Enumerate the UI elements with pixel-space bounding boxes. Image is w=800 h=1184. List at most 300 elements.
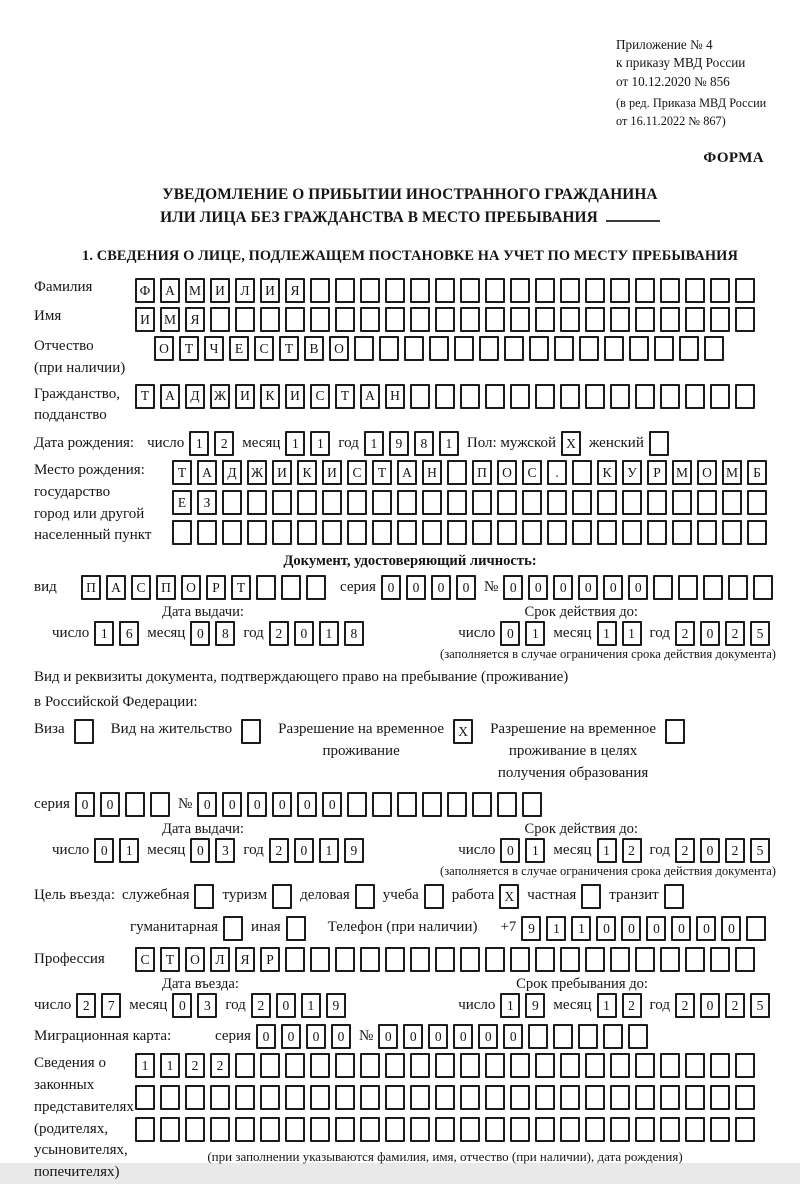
char-box[interactable]: 0 — [94, 838, 114, 863]
char-box[interactable]: П — [156, 575, 176, 600]
char-box[interactable]: 9 — [521, 916, 541, 941]
char-box[interactable]: Д — [222, 460, 242, 485]
char-box[interactable] — [297, 490, 317, 515]
char-box[interactable] — [347, 520, 367, 545]
char-box[interactable] — [585, 947, 605, 972]
char-box[interactable] — [260, 1053, 280, 1078]
char-box[interactable]: 2 — [185, 1053, 205, 1078]
char-box[interactable] — [410, 1053, 430, 1078]
char-box[interactable]: 2 — [76, 993, 96, 1018]
char-box[interactable] — [603, 1024, 623, 1049]
char-box[interactable] — [397, 792, 417, 817]
char-box[interactable] — [485, 1053, 505, 1078]
char-box[interactable]: М — [160, 307, 180, 332]
char-box[interactable] — [735, 1085, 755, 1110]
char-box[interactable] — [529, 336, 549, 361]
char-box[interactable] — [535, 307, 555, 332]
char-box[interactable] — [560, 1053, 580, 1078]
char-box[interactable]: 0 — [281, 1024, 301, 1049]
char-box[interactable]: 0 — [721, 916, 741, 941]
char-box[interactable] — [74, 719, 94, 744]
char-box[interactable] — [522, 792, 542, 817]
char-box[interactable]: 0 — [453, 1024, 473, 1049]
char-box[interactable]: О — [185, 947, 205, 972]
char-box[interactable]: 2 — [725, 838, 745, 863]
char-box[interactable] — [585, 384, 605, 409]
char-box[interactable] — [235, 1053, 255, 1078]
char-box[interactable] — [460, 1085, 480, 1110]
char-box[interactable] — [547, 490, 567, 515]
char-box[interactable] — [660, 384, 680, 409]
char-box[interactable] — [735, 278, 755, 303]
char-box[interactable]: К — [260, 384, 280, 409]
char-box[interactable]: 0 — [297, 792, 317, 817]
char-box[interactable]: С — [254, 336, 274, 361]
char-box[interactable] — [422, 520, 442, 545]
char-box[interactable]: 3 — [197, 993, 217, 1018]
char-box[interactable]: 1 — [622, 621, 642, 646]
char-box[interactable]: 1 — [439, 431, 459, 456]
char-box[interactable] — [554, 336, 574, 361]
char-box[interactable] — [535, 1053, 555, 1078]
char-box[interactable] — [385, 1117, 405, 1142]
char-box[interactable] — [679, 336, 699, 361]
char-box[interactable] — [172, 520, 192, 545]
char-box[interactable] — [665, 719, 685, 744]
char-box[interactable] — [585, 307, 605, 332]
char-box[interactable] — [354, 336, 374, 361]
char-box[interactable]: 0 — [197, 792, 217, 817]
char-box[interactable] — [485, 1085, 505, 1110]
char-box[interactable]: Р — [260, 947, 280, 972]
char-box[interactable] — [297, 520, 317, 545]
char-box[interactable] — [160, 1117, 180, 1142]
char-box[interactable]: С — [522, 460, 542, 485]
char-box[interactable] — [560, 947, 580, 972]
char-box[interactable] — [223, 916, 243, 941]
char-box[interactable] — [422, 792, 442, 817]
char-box[interactable] — [635, 947, 655, 972]
char-box[interactable] — [535, 1117, 555, 1142]
char-box[interactable]: М — [672, 460, 692, 485]
char-box[interactable] — [222, 490, 242, 515]
char-box[interactable] — [472, 792, 492, 817]
char-box[interactable]: Л — [210, 947, 230, 972]
char-box[interactable] — [685, 384, 705, 409]
char-box[interactable] — [397, 490, 417, 515]
char-box[interactable]: 0 — [553, 575, 573, 600]
char-box[interactable]: 1 — [546, 916, 566, 941]
char-box[interactable] — [355, 884, 375, 909]
char-box[interactable] — [685, 1085, 705, 1110]
char-box[interactable]: Т — [172, 460, 192, 485]
char-box[interactable]: 1 — [189, 431, 209, 456]
char-box[interactable]: 2 — [251, 993, 271, 1018]
char-box[interactable] — [685, 278, 705, 303]
char-box[interactable] — [722, 490, 742, 515]
char-box[interactable]: 2 — [622, 993, 642, 1018]
char-box[interactable] — [460, 1053, 480, 1078]
char-box[interactable] — [535, 947, 555, 972]
char-box[interactable]: К — [297, 460, 317, 485]
char-box[interactable]: 2 — [622, 838, 642, 863]
char-box[interactable] — [579, 336, 599, 361]
char-box[interactable]: О — [697, 460, 717, 485]
char-box[interactable] — [435, 384, 455, 409]
char-box[interactable]: И — [285, 384, 305, 409]
char-box[interactable]: 0 — [247, 792, 267, 817]
char-box[interactable] — [335, 1085, 355, 1110]
char-box[interactable]: 2 — [725, 621, 745, 646]
char-box[interactable] — [635, 278, 655, 303]
char-box[interactable] — [510, 947, 530, 972]
char-box[interactable] — [510, 278, 530, 303]
char-box[interactable]: 0 — [578, 575, 598, 600]
char-box[interactable]: 0 — [100, 792, 120, 817]
char-box[interactable] — [747, 520, 767, 545]
char-box[interactable] — [710, 1117, 730, 1142]
char-box[interactable] — [385, 307, 405, 332]
char-box[interactable]: 0 — [331, 1024, 351, 1049]
char-box[interactable]: Т — [231, 575, 251, 600]
char-box[interactable]: 3 — [215, 838, 235, 863]
char-box[interactable] — [560, 384, 580, 409]
char-box[interactable] — [385, 1085, 405, 1110]
char-box[interactable]: М — [185, 278, 205, 303]
char-box[interactable]: 1 — [119, 838, 139, 863]
char-box[interactable]: 0 — [428, 1024, 448, 1049]
char-box[interactable] — [360, 947, 380, 972]
char-box[interactable]: 9 — [389, 431, 409, 456]
char-box[interactable] — [460, 278, 480, 303]
char-box[interactable] — [310, 1053, 330, 1078]
char-box[interactable] — [485, 278, 505, 303]
char-box[interactable] — [460, 947, 480, 972]
char-box[interactable] — [360, 1117, 380, 1142]
char-box[interactable] — [285, 1053, 305, 1078]
char-box[interactable] — [560, 278, 580, 303]
char-box[interactable] — [410, 1117, 430, 1142]
char-box[interactable] — [528, 1024, 548, 1049]
char-box[interactable]: 0 — [500, 621, 520, 646]
char-box[interactable] — [664, 884, 684, 909]
char-box[interactable] — [272, 520, 292, 545]
char-box[interactable] — [722, 520, 742, 545]
char-box[interactable]: 1 — [285, 431, 305, 456]
char-box[interactable] — [629, 336, 649, 361]
char-box[interactable]: Л — [235, 278, 255, 303]
char-box[interactable]: 8 — [414, 431, 434, 456]
char-box[interactable] — [435, 307, 455, 332]
char-box[interactable] — [360, 307, 380, 332]
char-box[interactable] — [210, 1117, 230, 1142]
char-box[interactable]: И — [210, 278, 230, 303]
char-box[interactable] — [347, 490, 367, 515]
char-box[interactable]: И — [322, 460, 342, 485]
char-box[interactable] — [372, 792, 392, 817]
char-box[interactable]: Р — [206, 575, 226, 600]
char-box[interactable]: Д — [185, 384, 205, 409]
char-box[interactable] — [678, 575, 698, 600]
char-box[interactable]: 2 — [214, 431, 234, 456]
char-box[interactable] — [610, 1117, 630, 1142]
char-box[interactable]: 0 — [700, 993, 720, 1018]
char-box[interactable] — [660, 278, 680, 303]
char-box[interactable] — [335, 1117, 355, 1142]
char-box[interactable]: Р — [647, 460, 667, 485]
char-box[interactable]: 0 — [172, 993, 192, 1018]
char-box[interactable] — [347, 792, 367, 817]
char-box[interactable]: 5 — [750, 621, 770, 646]
char-box[interactable] — [235, 307, 255, 332]
char-box[interactable] — [485, 1117, 505, 1142]
char-box[interactable] — [322, 520, 342, 545]
char-box[interactable]: 1 — [310, 431, 330, 456]
char-box[interactable] — [424, 884, 444, 909]
char-box[interactable]: О — [154, 336, 174, 361]
char-box[interactable] — [210, 307, 230, 332]
char-box[interactable]: 0 — [222, 792, 242, 817]
char-box[interactable]: 2 — [210, 1053, 230, 1078]
char-box[interactable]: Е — [229, 336, 249, 361]
char-box[interactable] — [610, 384, 630, 409]
char-box[interactable] — [210, 1085, 230, 1110]
char-box[interactable]: Т — [179, 336, 199, 361]
char-box[interactable] — [685, 947, 705, 972]
char-box[interactable] — [435, 1117, 455, 1142]
char-box[interactable] — [285, 1117, 305, 1142]
char-box[interactable] — [435, 1085, 455, 1110]
char-box[interactable] — [735, 947, 755, 972]
char-box[interactable] — [660, 1117, 680, 1142]
char-box[interactable] — [535, 384, 555, 409]
char-box[interactable]: X — [453, 719, 473, 744]
char-box[interactable] — [510, 384, 530, 409]
char-box[interactable] — [685, 307, 705, 332]
char-box[interactable] — [660, 1053, 680, 1078]
char-box[interactable] — [710, 384, 730, 409]
char-box[interactable] — [703, 575, 723, 600]
char-box[interactable]: 8 — [344, 621, 364, 646]
char-box[interactable] — [610, 1085, 630, 1110]
char-box[interactable]: О — [181, 575, 201, 600]
char-box[interactable] — [578, 1024, 598, 1049]
char-box[interactable] — [385, 278, 405, 303]
char-box[interactable] — [585, 1085, 605, 1110]
char-box[interactable] — [710, 1085, 730, 1110]
char-box[interactable]: 0 — [700, 838, 720, 863]
char-box[interactable] — [710, 947, 730, 972]
char-box[interactable] — [497, 520, 517, 545]
char-box[interactable]: Т — [335, 384, 355, 409]
char-box[interactable] — [728, 575, 748, 600]
char-box[interactable]: 0 — [503, 1024, 523, 1049]
char-box[interactable]: 1 — [319, 838, 339, 863]
char-box[interactable] — [306, 575, 326, 600]
char-box[interactable]: И — [135, 307, 155, 332]
char-box[interactable] — [654, 336, 674, 361]
char-box[interactable]: А — [160, 384, 180, 409]
char-box[interactable]: 1 — [571, 916, 591, 941]
char-box[interactable]: Н — [385, 384, 405, 409]
char-box[interactable] — [385, 1053, 405, 1078]
char-box[interactable]: 2 — [725, 993, 745, 1018]
char-box[interactable]: 0 — [378, 1024, 398, 1049]
char-box[interactable] — [322, 490, 342, 515]
char-box[interactable] — [286, 916, 306, 941]
char-box[interactable]: П — [472, 460, 492, 485]
char-box[interactable]: 5 — [750, 993, 770, 1018]
char-box[interactable] — [335, 947, 355, 972]
char-box[interactable] — [497, 490, 517, 515]
char-box[interactable] — [410, 278, 430, 303]
char-box[interactable]: 0 — [294, 621, 314, 646]
char-box[interactable] — [447, 460, 467, 485]
char-box[interactable] — [753, 575, 773, 600]
char-box[interactable] — [510, 1085, 530, 1110]
char-box[interactable] — [635, 384, 655, 409]
char-box[interactable] — [272, 490, 292, 515]
char-box[interactable] — [672, 520, 692, 545]
char-box[interactable]: Ч — [204, 336, 224, 361]
char-box[interactable] — [150, 792, 170, 817]
char-box[interactable]: 0 — [272, 792, 292, 817]
char-box[interactable] — [585, 1117, 605, 1142]
char-box[interactable] — [504, 336, 524, 361]
char-box[interactable]: З — [197, 490, 217, 515]
char-box[interactable]: Я — [235, 947, 255, 972]
char-box[interactable] — [472, 520, 492, 545]
char-box[interactable] — [597, 520, 617, 545]
char-box[interactable] — [685, 1117, 705, 1142]
char-box[interactable] — [572, 460, 592, 485]
char-box[interactable]: И — [272, 460, 292, 485]
char-box[interactable]: 9 — [326, 993, 346, 1018]
char-box[interactable]: А — [106, 575, 126, 600]
char-box[interactable] — [410, 1085, 430, 1110]
char-box[interactable]: 6 — [119, 621, 139, 646]
char-box[interactable] — [647, 490, 667, 515]
char-box[interactable] — [479, 336, 499, 361]
char-box[interactable] — [454, 336, 474, 361]
char-box[interactable]: С — [310, 384, 330, 409]
char-box[interactable]: 2 — [675, 621, 695, 646]
char-box[interactable]: 2 — [269, 621, 289, 646]
char-box[interactable] — [710, 1053, 730, 1078]
char-box[interactable]: 1 — [319, 621, 339, 646]
char-box[interactable] — [622, 490, 642, 515]
char-box[interactable]: 1 — [500, 993, 520, 1018]
char-box[interactable] — [422, 490, 442, 515]
char-box[interactable] — [285, 307, 305, 332]
char-box[interactable]: К — [597, 460, 617, 485]
char-box[interactable] — [379, 336, 399, 361]
char-box[interactable] — [404, 336, 424, 361]
char-box[interactable] — [241, 719, 261, 744]
char-box[interactable]: X — [499, 884, 519, 909]
char-box[interactable] — [735, 1117, 755, 1142]
char-box[interactable]: Ж — [210, 384, 230, 409]
char-box[interactable]: У — [622, 460, 642, 485]
char-box[interactable] — [372, 490, 392, 515]
char-box[interactable] — [372, 520, 392, 545]
char-box[interactable] — [310, 307, 330, 332]
char-box[interactable] — [672, 490, 692, 515]
char-box[interactable] — [610, 307, 630, 332]
char-box[interactable] — [710, 307, 730, 332]
char-box[interactable] — [560, 1117, 580, 1142]
char-box[interactable] — [660, 947, 680, 972]
char-box[interactable] — [194, 884, 214, 909]
char-box[interactable]: 1 — [135, 1053, 155, 1078]
char-box[interactable]: 7 — [101, 993, 121, 1018]
char-box[interactable] — [649, 431, 669, 456]
char-box[interactable] — [610, 947, 630, 972]
char-box[interactable] — [535, 1085, 555, 1110]
char-box[interactable] — [260, 307, 280, 332]
char-box[interactable]: 0 — [406, 575, 426, 600]
char-box[interactable] — [572, 490, 592, 515]
char-box[interactable] — [160, 1085, 180, 1110]
char-box[interactable]: 2 — [269, 838, 289, 863]
char-box[interactable] — [610, 1053, 630, 1078]
char-box[interactable] — [735, 384, 755, 409]
char-box[interactable] — [522, 490, 542, 515]
char-box[interactable]: 0 — [456, 575, 476, 600]
char-box[interactable] — [510, 1053, 530, 1078]
char-box[interactable] — [735, 307, 755, 332]
char-box[interactable] — [435, 1053, 455, 1078]
char-box[interactable]: Т — [279, 336, 299, 361]
char-box[interactable] — [510, 307, 530, 332]
char-box[interactable] — [310, 278, 330, 303]
char-box[interactable]: М — [722, 460, 742, 485]
char-box[interactable] — [285, 1085, 305, 1110]
char-box[interactable] — [472, 490, 492, 515]
char-box[interactable] — [435, 278, 455, 303]
char-box[interactable] — [710, 278, 730, 303]
char-box[interactable]: 0 — [528, 575, 548, 600]
char-box[interactable]: 1 — [94, 621, 114, 646]
char-box[interactable]: С — [135, 947, 155, 972]
char-box[interactable]: X — [561, 431, 581, 456]
char-box[interactable]: 1 — [301, 993, 321, 1018]
char-box[interactable]: Е — [172, 490, 192, 515]
char-box[interactable]: 8 — [215, 621, 235, 646]
char-box[interactable]: И — [260, 278, 280, 303]
char-box[interactable] — [653, 575, 673, 600]
char-box[interactable] — [685, 1053, 705, 1078]
char-box[interactable] — [647, 520, 667, 545]
char-box[interactable] — [628, 1024, 648, 1049]
char-box[interactable]: 0 — [256, 1024, 276, 1049]
char-box[interactable] — [560, 1085, 580, 1110]
char-box[interactable] — [235, 1117, 255, 1142]
char-box[interactable]: И — [235, 384, 255, 409]
char-box[interactable] — [410, 384, 430, 409]
char-box[interactable] — [635, 307, 655, 332]
char-box[interactable] — [125, 792, 145, 817]
char-box[interactable] — [497, 792, 517, 817]
char-box[interactable] — [135, 1117, 155, 1142]
char-box[interactable] — [460, 307, 480, 332]
char-box[interactable]: 0 — [700, 621, 720, 646]
char-box[interactable]: . — [547, 460, 567, 485]
char-box[interactable]: Т — [372, 460, 392, 485]
char-box[interactable]: 0 — [190, 621, 210, 646]
char-box[interactable] — [485, 307, 505, 332]
char-box[interactable] — [485, 384, 505, 409]
